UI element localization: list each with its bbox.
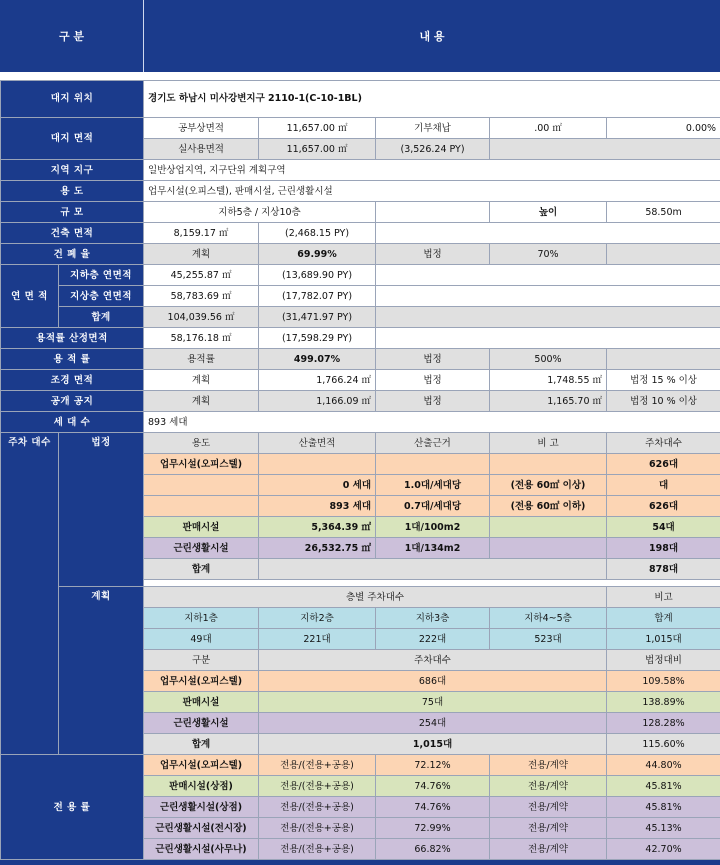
landscape-note: 법정 15 % 이상 [607, 370, 720, 391]
bcr-plan-value: 69.99% [259, 244, 376, 265]
row-site-area-1 [1, 118, 720, 139]
excl-3-contract: 전용/계약 [490, 797, 607, 818]
excl-4-pct: 72.99% [376, 818, 490, 839]
legal-office-empty-1 [259, 454, 376, 475]
legal-office-empty-3 [490, 454, 607, 475]
excl-4-cpct: 45.13% [607, 818, 720, 839]
legal-header-basis: 산출근거 [376, 433, 490, 454]
legal-office-label: 업무시설(오피스텔) [144, 454, 259, 475]
floor-area-total-value: 104,039.56 ㎡ [144, 307, 259, 328]
excl-5-cpct: 42.70% [607, 839, 720, 860]
actual-area-value: 11,657.00 ㎡ [259, 139, 376, 160]
height-value: 58.50m [607, 202, 720, 223]
row-scale [1, 202, 720, 223]
excl-5-formula: 전용/(전용+공용) [259, 839, 376, 860]
header-category: 구 분 [0, 0, 144, 72]
bcr-legal-value: 70% [490, 244, 607, 265]
plan-floor-b3-label: 지하3층 [376, 608, 490, 629]
actual-area-label: 실사용면적 [144, 139, 259, 160]
floor-area-total-label: 합계 [59, 307, 144, 328]
far-label: 용 적 률 [1, 349, 144, 370]
plan-retail-ratio: 138.89% [607, 692, 720, 713]
legal-spacer [144, 580, 720, 587]
excl-1-pct: 72.12% [376, 755, 490, 776]
building-area-py: (2,468.15 PY) [259, 223, 376, 244]
far-sub-label: 용적률 [144, 349, 259, 370]
excl-4-label: 근린생활시설(전시장) [144, 818, 259, 839]
location-label: 대지 위치 [1, 81, 144, 118]
floor-area-total-empty [376, 307, 720, 328]
landscape-plan-value: 1,766.24 ㎡ [259, 370, 376, 391]
excl-2-contract: 전용/계약 [490, 776, 607, 797]
excl-5-pct: 66.82% [376, 839, 490, 860]
legal-retail-area: 5,364.39 ㎡ [259, 517, 376, 538]
row-floor-area-3 [1, 307, 720, 328]
legal-header-count: 주차대수 [607, 433, 720, 454]
row-floor-area-1 [1, 265, 720, 286]
bcr-label: 건 폐 율 [1, 244, 144, 265]
plan-sub-ratio: 법정대비 [607, 650, 720, 671]
use-label: 용 도 [1, 181, 144, 202]
plan-neighborhood-label: 근린생활시설 [144, 713, 259, 734]
excl-2-pct: 74.76% [376, 776, 490, 797]
open-space-plan-label: 계획 [144, 391, 259, 412]
legal-neighborhood-empty [490, 538, 607, 559]
excl-4-formula: 전용/(전용+공용) [259, 818, 376, 839]
legal-sub1-basis: 1.0대/세대당 [376, 475, 490, 496]
landscape-legal-value: 1,748.55 ㎡ [490, 370, 607, 391]
legal-sub1-count: 대 [607, 475, 720, 496]
far-legal-label: 법정 [376, 349, 490, 370]
bottom-bar [0, 860, 720, 865]
plan-total-count: 1,015대 [259, 734, 607, 755]
row-far [1, 349, 720, 370]
landscape-label: 조경 면적 [1, 370, 144, 391]
bcr-empty [607, 244, 720, 265]
excl-4-contract: 전용/계약 [490, 818, 607, 839]
floor-area-a-py: (17,782.07 PY) [259, 286, 376, 307]
building-area-label: 건축 면적 [1, 223, 144, 244]
plan-office-label: 업무시설(오피스텔) [144, 671, 259, 692]
scale-value: 지하5층 / 지상10층 [144, 202, 376, 223]
row-far-calc [1, 328, 720, 349]
legal-neighborhood-label: 근린생활시설 [144, 538, 259, 559]
plan-floor-total-label: 합계 [607, 608, 720, 629]
plan-neighborhood-count: 254대 [259, 713, 607, 734]
plan-office-ratio: 109.58% [607, 671, 720, 692]
plan-floor-header: 층별 주차대수 [144, 587, 607, 608]
row-parking-legal-header [1, 433, 720, 454]
far-legal-value: 500% [490, 349, 607, 370]
legal-retail-count: 54대 [607, 517, 720, 538]
excl-1-label: 업무시설(오피스텔) [144, 755, 259, 776]
row-building-area [1, 223, 720, 244]
row-open-space [1, 391, 720, 412]
legal-sub1-empty [144, 475, 259, 496]
open-space-note: 법정 10 % 이상 [607, 391, 720, 412]
building-area-value: 8,159.17 ㎡ [144, 223, 259, 244]
zone-label: 지역 지구 [1, 160, 144, 181]
plan-neighborhood-ratio: 128.28% [607, 713, 720, 734]
header-gap [0, 72, 720, 80]
legal-total-empty [259, 559, 607, 580]
floor-area-b-empty [376, 265, 720, 286]
far-value: 499.07% [259, 349, 376, 370]
use-value: 업무시설(오피스텔), 판매시설, 근린생활시설 [144, 181, 720, 202]
excl-5-contract: 전용/계약 [490, 839, 607, 860]
plan-floor-b1-value: 49대 [144, 629, 259, 650]
height-label: 높이 [490, 202, 607, 223]
plan-sub-category: 구분 [144, 650, 259, 671]
legal-header-area: 산출면적 [259, 433, 376, 454]
excl-1-formula: 전용/(전용+공용) [259, 755, 376, 776]
row-households [1, 412, 720, 433]
legal-total-label: 합계 [144, 559, 259, 580]
actual-area-py: (3,526.24 PY) [376, 139, 490, 160]
legal-total-count: 878대 [607, 559, 720, 580]
plan-floor-b45-label: 지하4~5층 [490, 608, 607, 629]
donation-value: .00 ㎡ [490, 118, 607, 139]
header-content: 내 용 [144, 0, 720, 72]
location-value: 경기도 하남시 미사강변지구 2110-1(C-10-1BL) [144, 81, 720, 118]
row-location [1, 81, 720, 118]
floor-area-group-label: 연 면 적 [1, 265, 59, 328]
landscape-plan-label: 계획 [144, 370, 259, 391]
register-area-label: 공부상면적 [144, 118, 259, 139]
far-calc-py: (17,598.29 PY) [259, 328, 376, 349]
excl-3-label: 근린생활시설(상점) [144, 797, 259, 818]
floor-area-b-label: 지하층 연면적 [59, 265, 144, 286]
legal-sub1-note: (전용 60㎡ 이상) [490, 475, 607, 496]
parking-legal-label: 법정 [59, 433, 144, 587]
plan-note-header: 비고 [607, 587, 720, 608]
excl-5-label: 근린생활시설(사무나) [144, 839, 259, 860]
scale-empty [376, 202, 490, 223]
row-use [1, 181, 720, 202]
zone-value: 일반상업지역, 지구단위 계획구역 [144, 160, 720, 181]
bcr-legal-label: 법정 [376, 244, 490, 265]
row-bcr [1, 244, 720, 265]
excl-3-cpct: 45.81% [607, 797, 720, 818]
legal-retail-empty [490, 517, 607, 538]
floor-area-b-value: 45,255.87 ㎡ [144, 265, 259, 286]
legal-office-total: 626대 [607, 454, 720, 475]
excl-2-formula: 전용/(전용+공용) [259, 776, 376, 797]
excl-2-label: 판매시설(상점) [144, 776, 259, 797]
row-zone [1, 160, 720, 181]
legal-sub2-note: (전용 60㎡ 이하) [490, 496, 607, 517]
actual-area-empty [490, 139, 720, 160]
site-area-label: 대지 면적 [1, 118, 144, 160]
legal-retail-basis: 1대/100m2 [376, 517, 490, 538]
plan-office-count: 686대 [259, 671, 607, 692]
far-empty [607, 349, 720, 370]
floor-area-a-label: 지상층 연면적 [59, 286, 144, 307]
legal-sub2-basis: 0.7대/세대당 [376, 496, 490, 517]
plan-retail-label: 판매시설 [144, 692, 259, 713]
floor-area-a-empty [376, 286, 720, 307]
spec-table [0, 80, 720, 860]
legal-header-use: 용도 [144, 433, 259, 454]
donation-label: 기부채납 [376, 118, 490, 139]
excl-3-formula: 전용/(전용+공용) [259, 797, 376, 818]
legal-sub1-units: 0 세대 [259, 475, 376, 496]
floor-area-b-py: (13,689.90 PY) [259, 265, 376, 286]
donation-pct: 0.00% [607, 118, 720, 139]
plan-sub-count: 주차대수 [259, 650, 607, 671]
excl-2-cpct: 45.81% [607, 776, 720, 797]
excl-1-cpct: 44.80% [607, 755, 720, 776]
far-calc-label: 용적률 산정면적 [1, 328, 144, 349]
legal-neighborhood-area: 26,532.75 ㎡ [259, 538, 376, 559]
row-landscape [1, 370, 720, 391]
excl-1-contract: 전용/계약 [490, 755, 607, 776]
plan-floor-b2-value: 221대 [259, 629, 376, 650]
households-value: 893 세대 [144, 412, 720, 433]
plan-floor-b3-value: 222대 [376, 629, 490, 650]
building-area-empty [376, 223, 720, 244]
households-label: 세 대 수 [1, 412, 144, 433]
legal-neighborhood-basis: 1대/134m2 [376, 538, 490, 559]
bcr-plan-label: 계획 [144, 244, 259, 265]
plan-retail-count: 75대 [259, 692, 607, 713]
scale-label: 규 모 [1, 202, 144, 223]
open-space-legal-value: 1,165.70 ㎡ [490, 391, 607, 412]
open-space-label: 공개 공지 [1, 391, 144, 412]
plan-floor-b2-label: 지하2층 [259, 608, 376, 629]
parking-plan-label: 계획 [59, 587, 144, 755]
legal-retail-label: 판매시설 [144, 517, 259, 538]
plan-total-label: 합계 [144, 734, 259, 755]
row-exclusive-1 [1, 755, 720, 776]
open-space-legal-label: 법정 [376, 391, 490, 412]
legal-sub2-count: 626대 [607, 496, 720, 517]
floor-area-total-py: (31,471.97 PY) [259, 307, 376, 328]
legal-header-note: 비 고 [490, 433, 607, 454]
plan-total-ratio: 115.60% [607, 734, 720, 755]
floor-area-a-value: 58,783.69 ㎡ [144, 286, 259, 307]
parking-label: 주차 대수 [1, 433, 59, 755]
far-calc-empty [376, 328, 720, 349]
legal-office-empty-2 [376, 454, 490, 475]
plan-floor-total-value: 1,015대 [607, 629, 720, 650]
row-plan-header [1, 587, 720, 608]
legal-sub2-units: 893 세대 [259, 496, 376, 517]
register-area-value: 11,657.00 ㎡ [259, 118, 376, 139]
landscape-legal-label: 법정 [376, 370, 490, 391]
excl-3-pct: 74.76% [376, 797, 490, 818]
far-calc-value: 58,176.18 ㎡ [144, 328, 259, 349]
plan-floor-b1-label: 지하1층 [144, 608, 259, 629]
legal-neighborhood-count: 198대 [607, 538, 720, 559]
open-space-plan-value: 1,166.09 ㎡ [259, 391, 376, 412]
legal-sub2-empty [144, 496, 259, 517]
row-floor-area-2 [1, 286, 720, 307]
plan-floor-b45-value: 523대 [490, 629, 607, 650]
exclusive-label: 전 용 률 [1, 755, 144, 860]
